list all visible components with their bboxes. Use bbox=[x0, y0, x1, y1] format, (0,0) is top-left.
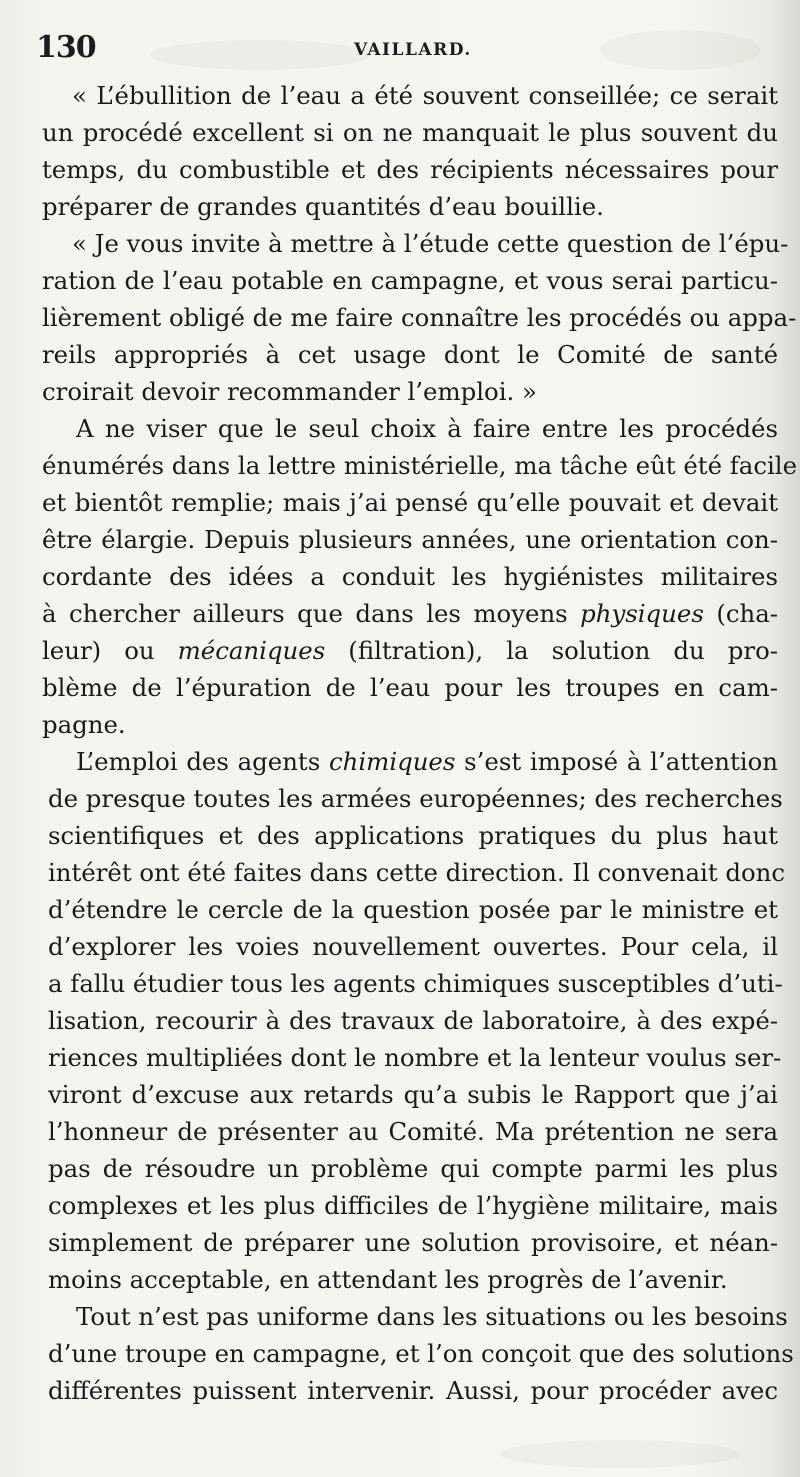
text-line-with-italic bbox=[76, 744, 778, 780]
text-run: à chercher ailleurs que dans les moyens bbox=[42, 599, 568, 628]
text-line: simplement de préparer une solution provisoire, et néan- bbox=[48, 1228, 778, 1257]
text-line: de presque toutes les armées européennes; des recherches bbox=[48, 784, 783, 813]
text-line: l’honneur de présenter au Comité. Ma prétention ne sera bbox=[48, 1117, 778, 1146]
text-line: croirait devoir recommander l’emploi. » bbox=[42, 377, 537, 406]
text-line: temps, du combustible et des récipients nécessaires pour bbox=[42, 155, 778, 184]
text-line: cordante des idées a conduit les hygiénistes militaires bbox=[42, 562, 778, 591]
text-line: d’étendre le cercle de la question posée par le ministre et bbox=[48, 895, 778, 924]
text-line: « Je vous invite à mettre à l’étude cette question de l’épu- bbox=[72, 229, 789, 258]
text-run: L’emploi des agents bbox=[76, 747, 321, 776]
text-line: être élargie. Depuis plusieurs années, une orientation con- bbox=[42, 525, 778, 554]
text-line: ration de l’eau potable en campagne, et vous serai particu- bbox=[42, 266, 778, 295]
text-line: riences multipliées dont le nombre et la lenteur voulus ser- bbox=[48, 1043, 782, 1072]
text-line: lisation, recourir à des travaux de laboratoire, à des expé- bbox=[48, 1006, 778, 1035]
text-line: d’explorer les voies nouvellement ouvertes. Pour cela, il bbox=[48, 932, 778, 961]
text-line: a fallu étudier tous les agents chimiques susceptibles d’uti- bbox=[48, 969, 783, 998]
text-line: scientifiques et des applications pratiques du plus haut bbox=[48, 821, 778, 850]
text-line: pagne. bbox=[42, 710, 126, 739]
text-line: différentes puissent intervenir. Aussi, pour procéder avec bbox=[48, 1376, 778, 1405]
italic-word: mécaniques bbox=[177, 636, 326, 665]
text-line: préparer de grandes quantités d’eau bouillie. bbox=[42, 192, 604, 221]
text-run: (cha- bbox=[716, 599, 778, 628]
text-run: (filtration), la solution du pro- bbox=[348, 636, 778, 665]
text-line: intérêt ont été faites dans cette direction. Il convenait donc bbox=[48, 858, 786, 887]
text-line: lièrement obligé de me faire connaître les procédés ou appa- bbox=[42, 303, 797, 332]
text-line: blème de l’épuration de l’eau pour les troupes en cam- bbox=[42, 673, 778, 702]
text-line: reils appropriés à cet usage dont le Comité de santé bbox=[42, 340, 778, 369]
text-line: complexes et les plus difficiles de l’hygiène militaire, mais bbox=[48, 1191, 778, 1220]
text-run: s’est imposé à l’attention bbox=[464, 747, 778, 776]
text-line: et bientôt remplie; mais j’ai pensé qu’elle pouvait et devait bbox=[42, 488, 778, 517]
text-line: d’une troupe en campagne, et l’on conçoit que des solutions bbox=[48, 1339, 794, 1368]
text-line: énumérés dans la lettre ministérielle, ma tâche eût été facile bbox=[42, 451, 798, 480]
page-number: 130 bbox=[36, 30, 96, 65]
text-run: leur) ou bbox=[42, 636, 155, 665]
italic-word: chimiques bbox=[329, 747, 456, 776]
text-line-with-italic bbox=[42, 596, 778, 632]
text-line: A ne viser que le seul choix à faire entre les procédés bbox=[76, 414, 778, 443]
text-line: Tout n’est pas uniforme dans les situations ou les besoins bbox=[76, 1302, 788, 1331]
text-line: moins acceptable, en attendant les progrès de l’avenir. bbox=[48, 1265, 728, 1294]
text-line: « L’ébullition de l’eau a été souvent conseillée; ce serait bbox=[72, 81, 778, 110]
text-line: un procédé excellent si on ne manquait le plus souvent du bbox=[42, 118, 778, 147]
page-header bbox=[36, 30, 776, 70]
text-line: pas de résoudre un problème qui compte parmi les plus bbox=[48, 1154, 778, 1183]
text-line-with-italic bbox=[42, 633, 778, 669]
running-head: VAILLARD. bbox=[354, 40, 472, 60]
text-line: viront d’excuse aux retards qu’a subis le Rapport que j’ai bbox=[48, 1080, 778, 1109]
italic-word: physiques bbox=[580, 599, 704, 628]
